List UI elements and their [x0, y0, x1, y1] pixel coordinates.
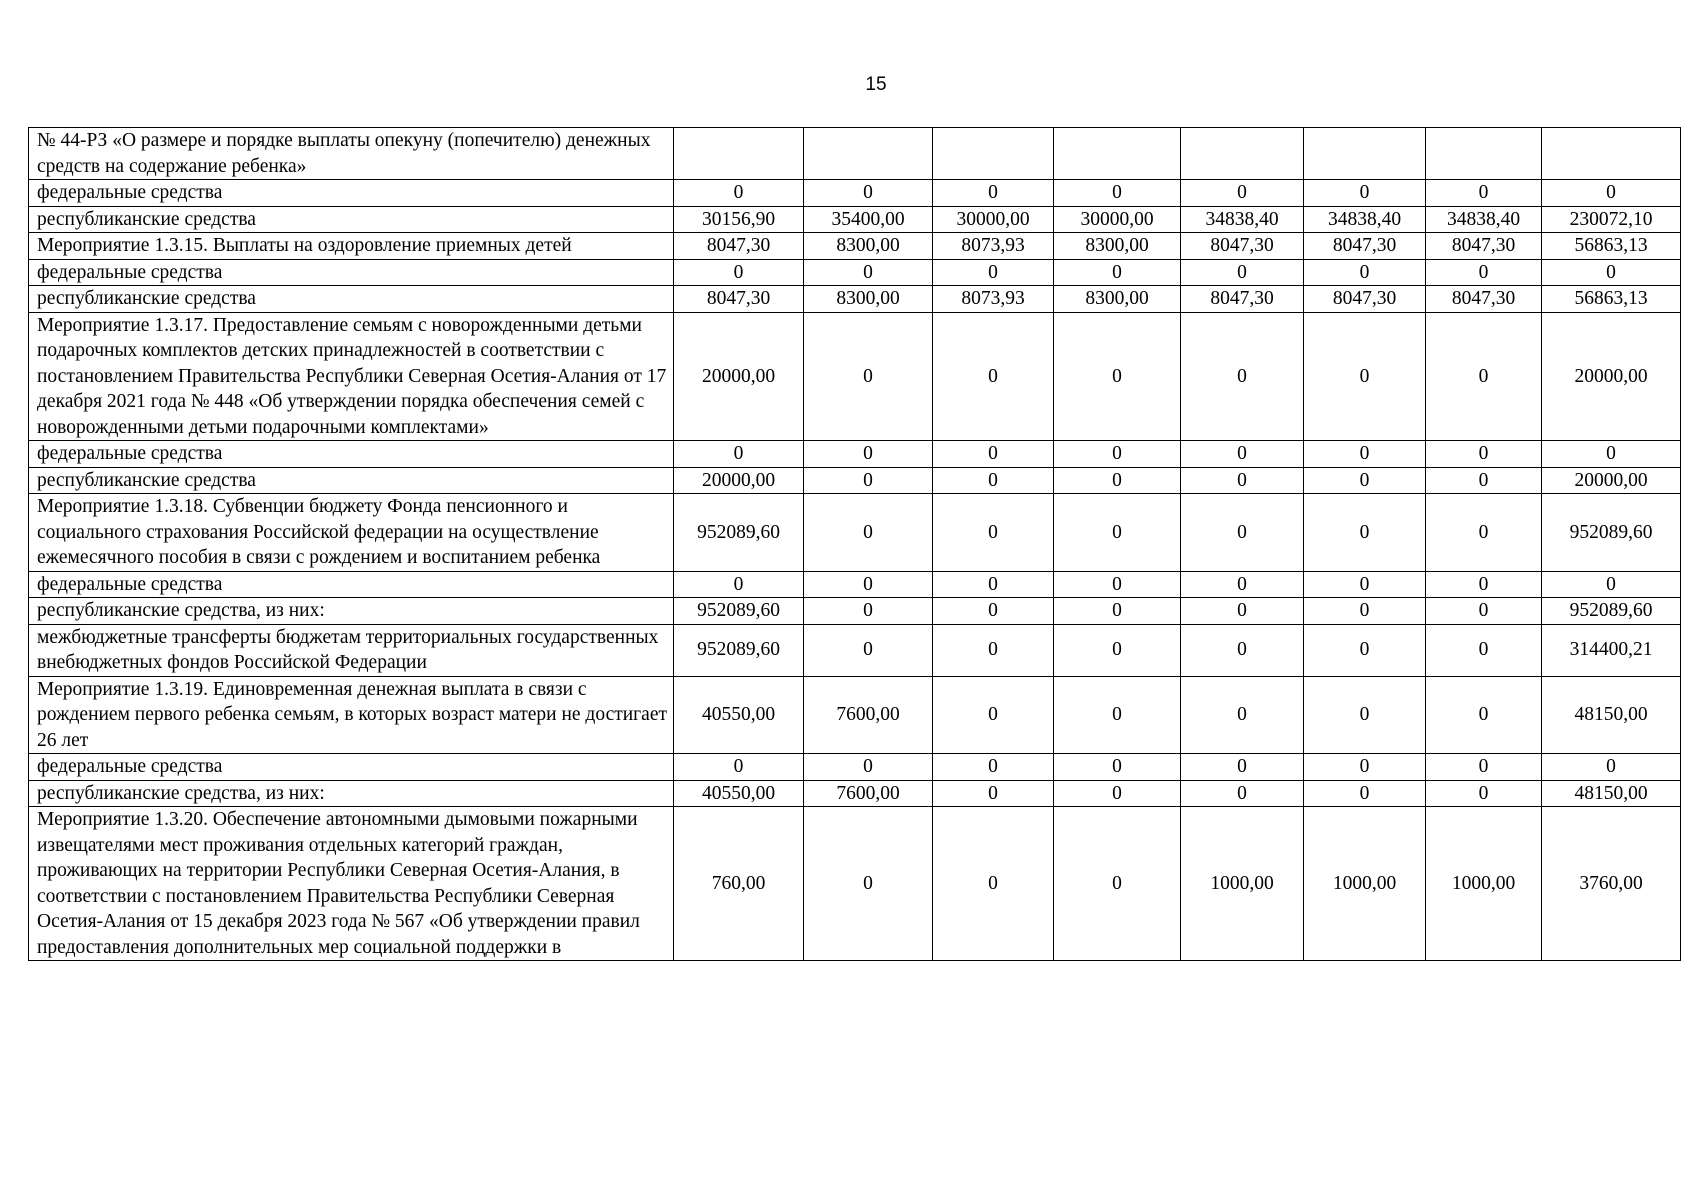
value-cell: 0: [933, 180, 1054, 207]
table-row: [29, 754, 1681, 781]
value-cell: 952089,60: [674, 494, 804, 572]
value-cell: [804, 128, 933, 180]
value-cell: 952089,60: [674, 624, 804, 676]
table-row: [29, 312, 1681, 441]
value-cell: 8300,00: [804, 233, 933, 260]
table-row: [29, 624, 1681, 676]
value-cell: 0: [1426, 624, 1542, 676]
value-cell: 0: [1181, 180, 1304, 207]
value-cell: 0: [1542, 754, 1681, 781]
value-cell: 0: [1426, 598, 1542, 625]
value-cell: 30156,90: [674, 206, 804, 233]
row-label: Мероприятие 1.3.20. Обеспечение автономными дымовыми пожарными извещателями мест проживания отдельных категорий граждан, проживающих на территории Республики Северная Осетия-Алания, в соответствии с постановлением Правительства Республики Северная Осетия-Алания от 15 декабря 2023 года № 567 «Об утверждении правил предоставления дополнительных мер социальной поддержки в: [29, 807, 674, 961]
value-cell: 0: [933, 571, 1054, 598]
value-cell: 0: [1054, 598, 1181, 625]
value-cell: 30000,00: [1054, 206, 1181, 233]
value-cell: 0: [933, 494, 1054, 572]
value-cell: 0: [933, 312, 1054, 441]
value-cell: 0: [933, 676, 1054, 754]
value-cell: 0: [674, 571, 804, 598]
row-label: № 44-РЗ «О размере и порядке выплаты опекуну (попечителю) денежных средств на содержание ребенка»: [29, 128, 674, 180]
value-cell: 0: [1181, 754, 1304, 781]
value-cell: 0: [1304, 598, 1426, 625]
table-row: [29, 598, 1681, 625]
value-cell: 0: [1054, 780, 1181, 807]
value-cell: 0: [674, 180, 804, 207]
table-row: [29, 286, 1681, 313]
value-cell: 0: [1542, 441, 1681, 468]
value-cell: 0: [1426, 180, 1542, 207]
row-label: республиканские средства: [29, 206, 674, 233]
value-cell: 0: [1304, 441, 1426, 468]
value-cell: 0: [804, 467, 933, 494]
value-cell: 0: [1054, 571, 1181, 598]
value-cell: 0: [1181, 467, 1304, 494]
value-cell: [1181, 128, 1304, 180]
value-cell: 952089,60: [674, 598, 804, 625]
value-cell: [1542, 128, 1681, 180]
value-cell: 0: [1304, 780, 1426, 807]
value-cell: 0: [804, 571, 933, 598]
value-cell: 952089,60: [1542, 494, 1681, 572]
value-cell: 314400,21: [1542, 624, 1681, 676]
value-cell: 0: [1181, 571, 1304, 598]
value-cell: 0: [1181, 441, 1304, 468]
row-label: Мероприятие 1.3.15. Выплаты на оздоровление приемных детей: [29, 233, 674, 260]
value-cell: [674, 128, 804, 180]
value-cell: 0: [1426, 467, 1542, 494]
value-cell: 0: [1181, 676, 1304, 754]
value-cell: 0: [1426, 441, 1542, 468]
value-cell: 0: [1426, 259, 1542, 286]
row-label: межбюджетные трансферты бюджетам территориальных государственных внебюджетных фондов Российской Федерации: [29, 624, 674, 676]
row-label: федеральные средства: [29, 180, 674, 207]
value-cell: 0: [1181, 312, 1304, 441]
value-cell: 0: [933, 780, 1054, 807]
value-cell: 0: [804, 494, 933, 572]
value-cell: 40550,00: [674, 780, 804, 807]
value-cell: 8073,93: [933, 286, 1054, 313]
value-cell: 0: [1426, 676, 1542, 754]
value-cell: 20000,00: [674, 467, 804, 494]
value-cell: 56863,13: [1542, 233, 1681, 260]
value-cell: 1000,00: [1426, 807, 1542, 961]
value-cell: 0: [1054, 754, 1181, 781]
value-cell: 0: [1054, 676, 1181, 754]
value-cell: 0: [933, 259, 1054, 286]
table-row: [29, 441, 1681, 468]
row-label: Мероприятие 1.3.17. Предоставление семьям с новорожденными детьми подарочных комплектов детских принадлежностей в соответствии с постановлением Правительства Республики Северная Осетия-Алания от 17 декабря 2021 года № 448 «Об утверждении порядка обеспечения семей с новорожденными детьми подарочными комплектами»: [29, 312, 674, 441]
value-cell: 20000,00: [1542, 467, 1681, 494]
value-cell: 0: [804, 754, 933, 781]
value-cell: 8047,30: [1426, 233, 1542, 260]
table-row: [29, 206, 1681, 233]
value-cell: 0: [804, 441, 933, 468]
budget-table: [28, 127, 1681, 961]
page-number: 15: [865, 74, 887, 95]
row-label: республиканские средства: [29, 286, 674, 313]
value-cell: 0: [1542, 180, 1681, 207]
value-cell: 0: [933, 754, 1054, 781]
value-cell: 7600,00: [804, 780, 933, 807]
table-row: [29, 128, 1681, 180]
row-label: республиканские средства, из них:: [29, 780, 674, 807]
value-cell: 0: [933, 598, 1054, 625]
value-cell: 0: [933, 807, 1054, 961]
value-cell: 1000,00: [1304, 807, 1426, 961]
value-cell: 230072,10: [1542, 206, 1681, 233]
value-cell: [1304, 128, 1426, 180]
value-cell: 34838,40: [1181, 206, 1304, 233]
value-cell: 0: [1304, 571, 1426, 598]
value-cell: 8073,93: [933, 233, 1054, 260]
table-row: [29, 494, 1681, 572]
value-cell: 8300,00: [1054, 286, 1181, 313]
value-cell: 0: [933, 467, 1054, 494]
row-label: федеральные средства: [29, 259, 674, 286]
value-cell: 0: [1542, 571, 1681, 598]
value-cell: 0: [1054, 259, 1181, 286]
value-cell: 0: [674, 441, 804, 468]
value-cell: 0: [1304, 624, 1426, 676]
value-cell: 8047,30: [1181, 233, 1304, 260]
table-row: [29, 780, 1681, 807]
value-cell: 0: [804, 312, 933, 441]
value-cell: 0: [1054, 467, 1181, 494]
value-cell: 0: [1304, 494, 1426, 572]
value-cell: [1054, 128, 1181, 180]
value-cell: 0: [1304, 180, 1426, 207]
value-cell: 0: [933, 624, 1054, 676]
row-label: федеральные средства: [29, 441, 674, 468]
value-cell: 0: [1542, 259, 1681, 286]
value-cell: 1000,00: [1181, 807, 1304, 961]
value-cell: 0: [1181, 598, 1304, 625]
value-cell: 0: [1054, 180, 1181, 207]
value-cell: 0: [1426, 780, 1542, 807]
value-cell: 34838,40: [1426, 206, 1542, 233]
table-body: [29, 128, 1681, 961]
value-cell: 0: [1181, 494, 1304, 572]
value-cell: 0: [1054, 312, 1181, 441]
value-cell: 0: [1304, 259, 1426, 286]
value-cell: 0: [1304, 312, 1426, 441]
table-row: [29, 233, 1681, 260]
table-row: [29, 807, 1681, 961]
value-cell: 0: [1304, 754, 1426, 781]
value-cell: 40550,00: [674, 676, 804, 754]
value-cell: 0: [1426, 312, 1542, 441]
value-cell: 0: [1426, 571, 1542, 598]
value-cell: 0: [1181, 259, 1304, 286]
value-cell: 34838,40: [1304, 206, 1426, 233]
value-cell: 20000,00: [1542, 312, 1681, 441]
value-cell: 8047,30: [674, 286, 804, 313]
value-cell: 0: [933, 441, 1054, 468]
value-cell: 0: [804, 259, 933, 286]
value-cell: 0: [1054, 807, 1181, 961]
row-label: федеральные средства: [29, 754, 674, 781]
row-label: Мероприятие 1.3.18. Субвенции бюджету Фонда пенсионного и социального страхования Российской федерации на осуществление ежемесячного пособия в связи с рождением и воспитанием ребенка: [29, 494, 674, 572]
value-cell: 8047,30: [1181, 286, 1304, 313]
value-cell: 8047,30: [1304, 233, 1426, 260]
value-cell: [1426, 128, 1542, 180]
row-label: Мероприятие 1.3.19. Единовременная денежная выплата в связи с рождением первого ребенка семьям, в которых возраст матери не достигает 26 лет: [29, 676, 674, 754]
value-cell: 0: [1181, 780, 1304, 807]
value-cell: 0: [1181, 624, 1304, 676]
value-cell: 0: [1304, 676, 1426, 754]
value-cell: 8047,30: [1426, 286, 1542, 313]
value-cell: 8047,30: [1304, 286, 1426, 313]
value-cell: 0: [674, 754, 804, 781]
value-cell: 0: [804, 807, 933, 961]
value-cell: 0: [1054, 494, 1181, 572]
value-cell: 56863,13: [1542, 286, 1681, 313]
value-cell: 0: [804, 624, 933, 676]
table-row: [29, 571, 1681, 598]
value-cell: 20000,00: [674, 312, 804, 441]
value-cell: 952089,60: [1542, 598, 1681, 625]
table-row: [29, 467, 1681, 494]
row-label: республиканские средства: [29, 467, 674, 494]
value-cell: 0: [804, 180, 933, 207]
value-cell: 0: [1054, 624, 1181, 676]
value-cell: 0: [1304, 467, 1426, 494]
value-cell: 0: [1426, 494, 1542, 572]
value-cell: 0: [1054, 441, 1181, 468]
value-cell: 48150,00: [1542, 676, 1681, 754]
value-cell: 48150,00: [1542, 780, 1681, 807]
value-cell: 8047,30: [674, 233, 804, 260]
value-cell: 0: [804, 598, 933, 625]
value-cell: 0: [1426, 754, 1542, 781]
value-cell: 8300,00: [1054, 233, 1181, 260]
table-row: [29, 180, 1681, 207]
value-cell: 0: [674, 259, 804, 286]
value-cell: [933, 128, 1054, 180]
value-cell: 3760,00: [1542, 807, 1681, 961]
value-cell: 30000,00: [933, 206, 1054, 233]
value-cell: 760,00: [674, 807, 804, 961]
row-label: федеральные средства: [29, 571, 674, 598]
value-cell: 35400,00: [804, 206, 933, 233]
value-cell: 7600,00: [804, 676, 933, 754]
value-cell: 8300,00: [804, 286, 933, 313]
table-row: [29, 259, 1681, 286]
row-label: республиканские средства, из них:: [29, 598, 674, 625]
table-row: [29, 676, 1681, 754]
